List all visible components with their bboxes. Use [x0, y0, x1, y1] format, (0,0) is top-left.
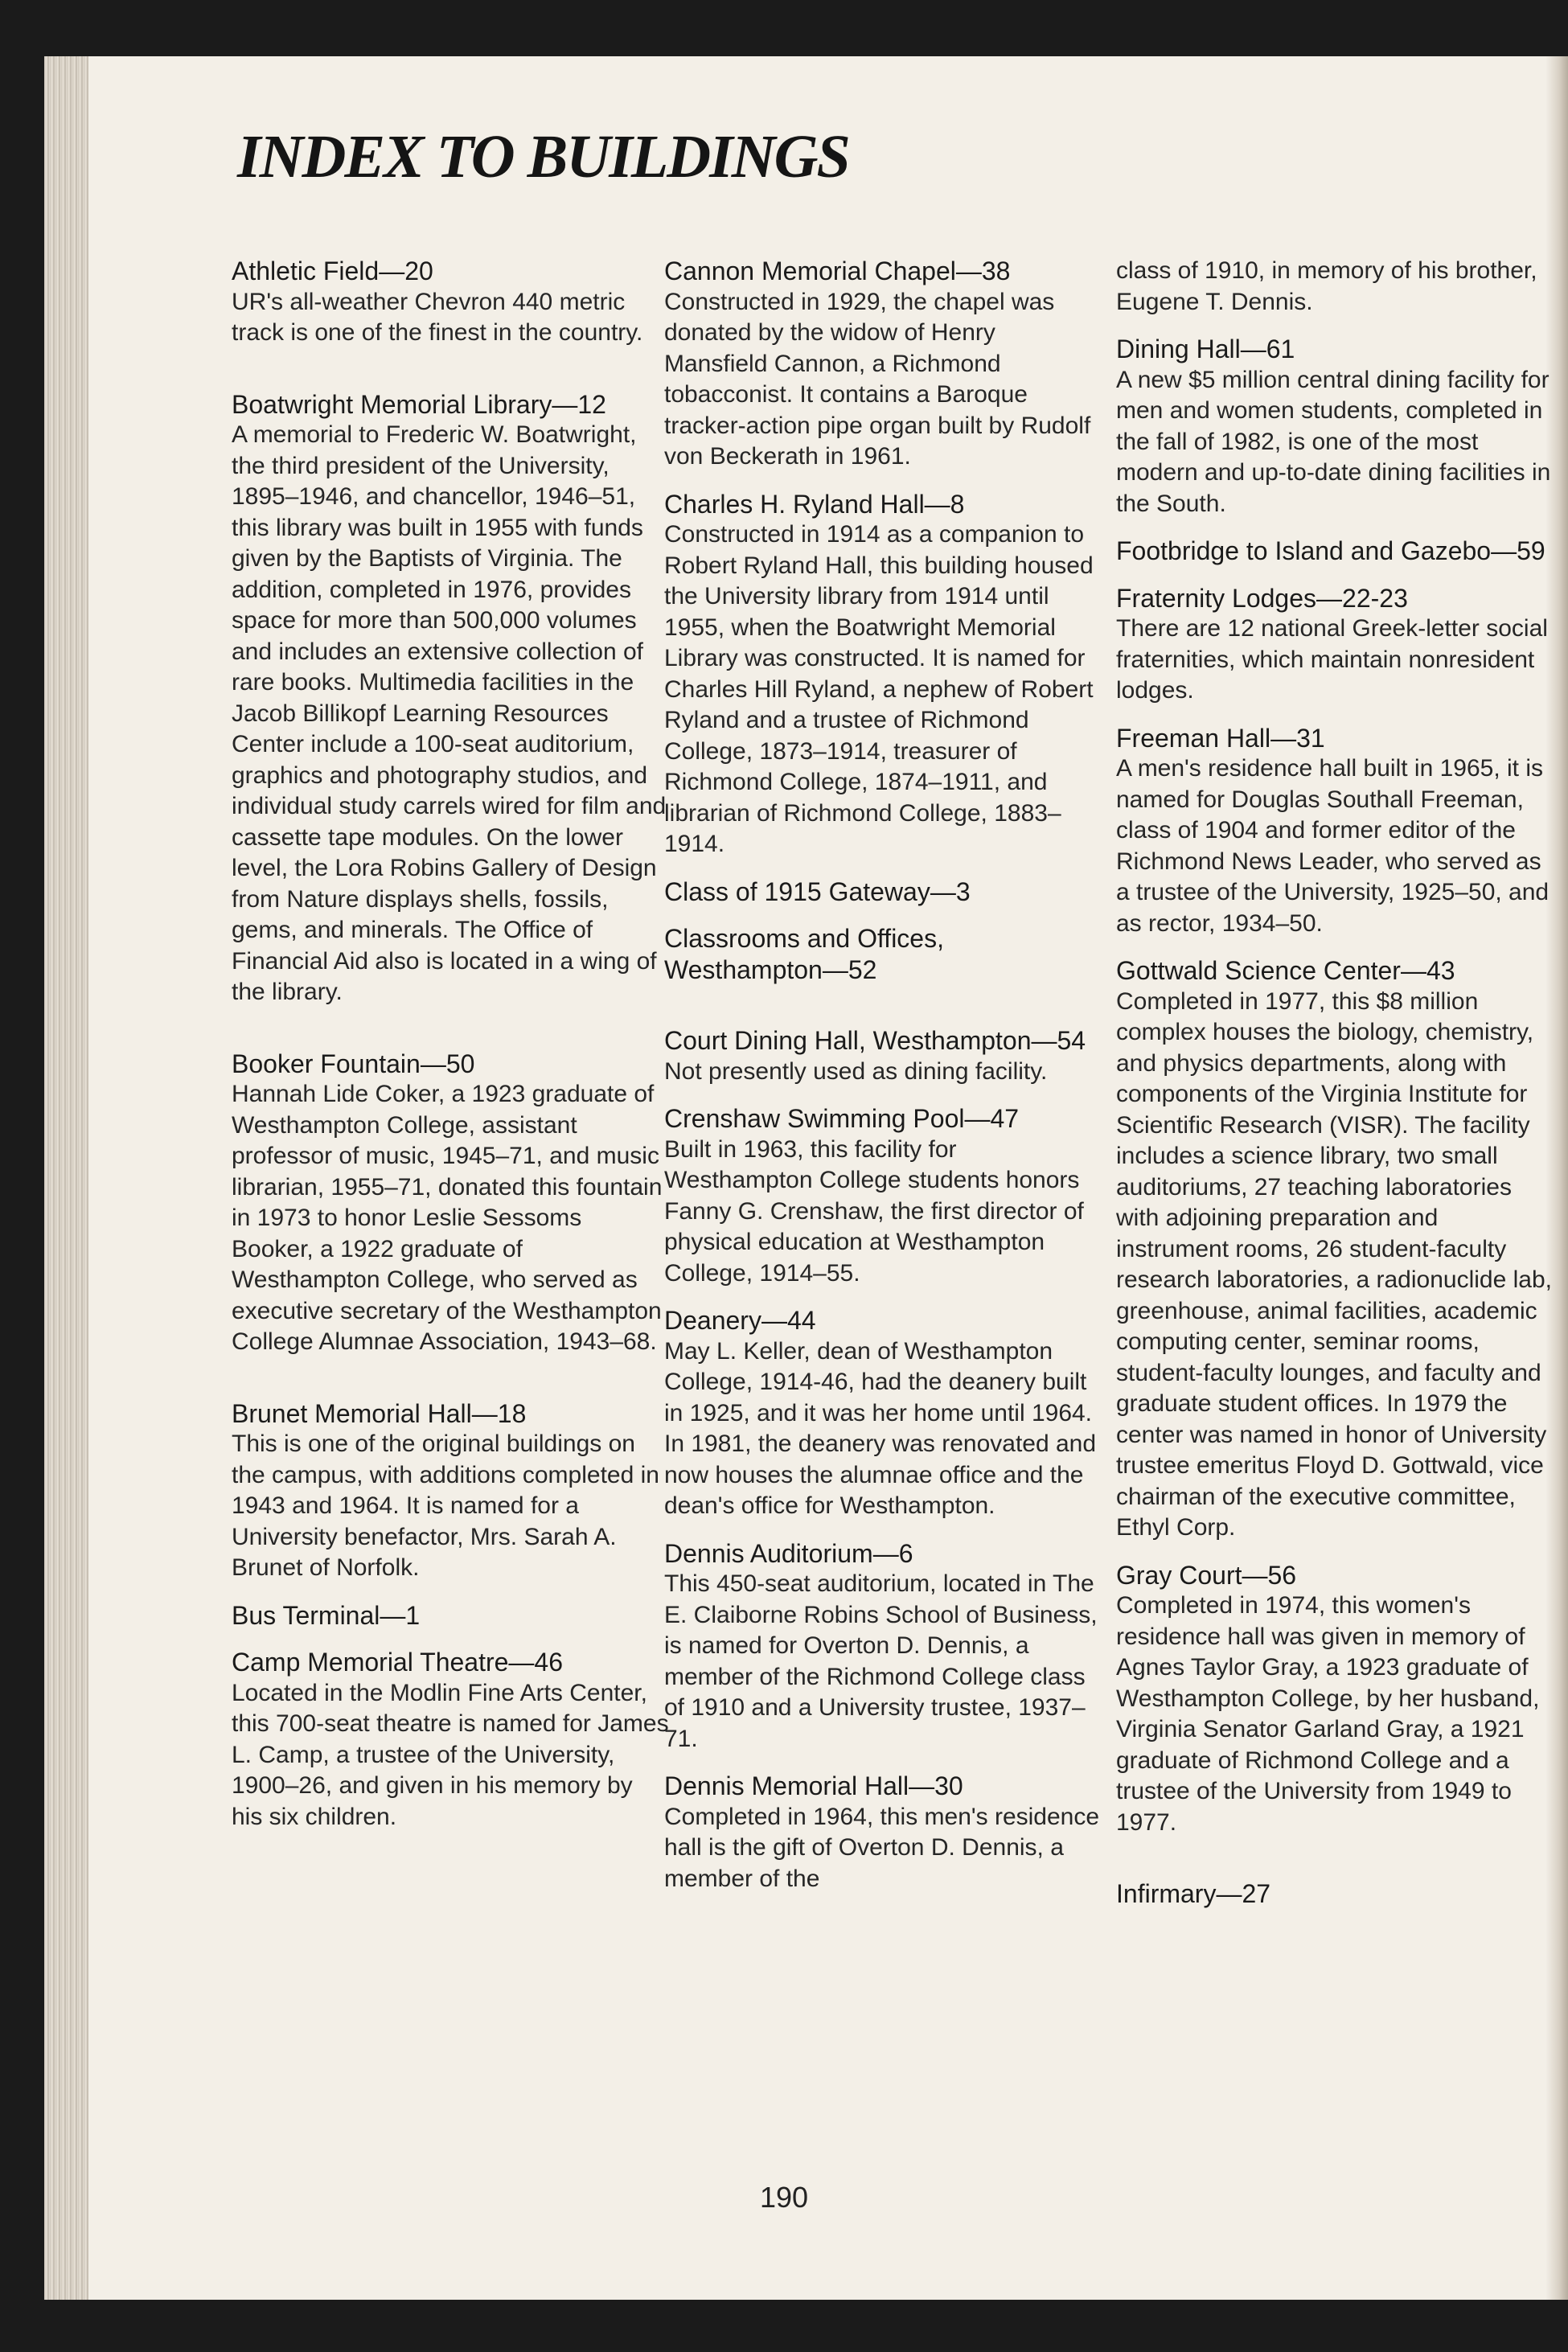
entry-description: Completed in 1977, this $8 million complex houses the biology, chemistry, and physics departments, along with components of the Virginia Institute for Scientific Research (VISR). The facility includes a science library, two small auditoriums, 27 teaching laboratories with adjoining preparation and instrument rooms, 26 student-faculty research laboratories, a radionuclide lab, greenhouse, animal facilities, academic computing center, seminar rooms, student-faculty lounges, and faculty and graduate student offices. In 1979 the center was named in honor of University trustee emeritus Floyd D. Gottwald, vice chairman of the executive committee, Ethyl Corp. [1116, 987, 1552, 1541]
entry-description: Built in 1963, this facility for Westhampton College students honors Fanny G. Crenshaw, the first director of physical education at Westhampton College, 1914–55. [664, 1135, 1084, 1287]
index-column-3 [1116, 256, 1554, 1926]
entry-description: Hannah Lide Coker, a 1923 graduate of Westhampton College, assistant professor of music, 1945–71, and music librarian, 1955–71, donated this fountain in 1973 to honor Leslie Sessoms Booker, a 1922 graduate of Westhampton College, who served as executive secretary of the Westhampton College Alumnae Association, 1943–68. [232, 1081, 663, 1355]
index-entry [1116, 583, 1554, 707]
page-number: 190 [759, 2181, 809, 2214]
entry-description: A men's residence hall built in 1965, it is named for Douglas Southall Freeman, class of 1904 and former editor of the Richmond News Leader, who served as a trustee of the University, 1925–50, and as rector, 1934–50. [1116, 755, 1550, 937]
entry-heading: Dennis Memorial Hall—30 [664, 1771, 963, 1800]
index-entry [232, 1600, 670, 1632]
entry-description: Located in the Modlin Fine Arts Center, this 700-seat theatre is named for James L. Camp, a trustee of the University, 1900–26, and given in his memory by his six children. [232, 1679, 669, 1830]
index-entry [664, 1771, 1102, 1894]
entry-heading: Infirmary—27 [1116, 1879, 1271, 1908]
entry-description: A memorial to Frederic W. Boatwright, the third president of the University, 1895–1946, and chancellor, 1946–51, this library was built in 1955 with funds given by the Baptists of Virginia. The addition, completed in 1976, provides space for more than 500,000 volumes and includes an extensive collection of rare books. Multimedia facilities in the Jacob Billikopf Learning Resources Center include a 100-seat auditorium, graphics and photography studios, and individual study carrels wired for film and cassette tape modules. On the lower level, the Lora Robins Gallery of Design from Nature displays shells, fossils, gems, and minerals. The Office of Financial Aid also is located in a wing of the library. [232, 421, 667, 1005]
index-entry [1116, 536, 1554, 567]
entry-description: Completed in 1974, this women's residence hall was given in memory of Agnes Taylor Gray, a 1923 graduate of Westhampton College, by her husband, Virginia Senator Garland Gray, a 1921 graduate of Richmond College and a trustee of the University from 1949 to 1977. [1116, 1592, 1540, 1836]
page-title: INDEX TO BUILDINGS [237, 123, 849, 191]
entry-heading: Cannon Memorial Chapel—38 [664, 257, 1011, 285]
index-entry [1116, 334, 1554, 519]
entry-description: May L. Keller, dean of Westhampton College, 1914-46, had the deanery built in 1925, and it was her home until 1964. In 1981, the deanery was renovated and now houses the alumnae office and the dean's office for Westhampton. [664, 1337, 1097, 1519]
index-entry [232, 256, 670, 349]
index-entry [664, 1538, 1102, 1755]
index-entry [664, 923, 1102, 985]
entry-heading: Class of 1915 Gateway—3 [664, 876, 971, 906]
entry-heading: Classrooms and Offices, Westhampton—52 [664, 924, 944, 984]
index-entry [664, 256, 1102, 473]
index-entry [664, 1025, 1102, 1087]
entry-heading: Boatwright Memorial Library—12 [232, 389, 606, 419]
index-entry [664, 876, 1102, 908]
entry-heading: Camp Memorial Theatre—46 [232, 1648, 564, 1677]
entry-heading: Footbridge to Island and Gazebo—59 [1116, 536, 1545, 565]
index-entry [232, 1647, 670, 1833]
entry-heading: Dennis Auditorium—6 [664, 1538, 913, 1568]
entry-description: This 450-seat auditorium, located in The E. Claiborne Robins School of Business, is named for Overton D. Dennis, a member of the Richmond College class of 1910 and a University trustee, 1937–71. [664, 1570, 1098, 1752]
entry-heading: Court Dining Hall, Westhampton—54 [664, 1026, 1086, 1055]
entry-heading: Fraternity Lodges—22-23 [1116, 583, 1408, 613]
entry-description: This is one of the original buildings on the campus, with additions completed in 1943 and 1964. It is named for a University benefactor, Mrs. Sarah A. Brunet of Norfolk. [232, 1430, 659, 1581]
entry-description: There are 12 national Greek-letter social fraternities, which maintain nonresident lodges. [1116, 615, 1548, 704]
entry-heading: Brunet Memorial Hall—18 [232, 1398, 527, 1428]
index-entry [1116, 1560, 1554, 1839]
index-entry [664, 1305, 1102, 1522]
entry-heading: Bus Terminal—1 [232, 1600, 421, 1630]
entry-description: Constructed in 1914 as a companion to Robert Ryland Hall, this building housed the University library from 1914 until 1955, when the Boatwright Memorial Library was constructed. It is named for Charles Hill Ryland, a nephew of Robert Ryland and a trustee of Richmond College, 1873–1914, treasurer of Richmond College, 1874–1911, and librarian of Richmond College, 1883–1914. [664, 521, 1094, 857]
entry-heading: Freeman Hall—31 [1116, 723, 1325, 753]
entry-description: class of 1910, in memory of his brother, Eugene T. Dennis. [1116, 257, 1537, 315]
entry-description: Not presently used as dining facility. [664, 1057, 1048, 1085]
index-entry [664, 489, 1102, 860]
index-entry [1116, 955, 1554, 1544]
entry-heading: Athletic Field—20 [232, 257, 433, 285]
entry-heading: Charles H. Ryland Hall—8 [664, 489, 965, 519]
entry-heading: Gray Court—56 [1116, 1560, 1297, 1590]
entry-description: Constructed in 1929, the chapel was donated by the widow of Henry Mansfield Cannon, a Richmond tobacconist. It contains a Baroque tracker-action pipe organ built by Rudolf von Beckerath in 1961. [664, 288, 1091, 470]
index-entry [664, 1103, 1102, 1289]
index-entry [1116, 256, 1554, 318]
index-entry [232, 389, 670, 1008]
entry-heading: Deanery—44 [664, 1306, 816, 1335]
entry-description: A new $5 million central dining facility for men and women students, completed in the fall of 1982, is one of the most modern and up-to-date dining facilities in the South. [1116, 366, 1551, 517]
entry-description: Completed in 1964, this men's residence hall is the gift of Overton D. Dennis, a member of the [664, 1803, 1100, 1892]
index-column-1 [232, 256, 670, 1849]
index-entry [1116, 723, 1554, 940]
entry-heading: Booker Fountain—50 [232, 1049, 475, 1078]
index-entry [232, 1398, 670, 1584]
index-entry [1116, 1878, 1554, 1910]
index-entry [232, 1049, 670, 1358]
index-column-2 [664, 256, 1102, 1911]
entry-heading: Gottwald Science Center—43 [1116, 956, 1455, 985]
entry-description: UR's all-weather Chevron 440 metric track is one of the finest in the country. [232, 288, 643, 346]
entry-heading: Crenshaw Swimming Pool—47 [664, 1104, 1020, 1133]
entry-heading: Dining Hall—61 [1116, 335, 1295, 363]
